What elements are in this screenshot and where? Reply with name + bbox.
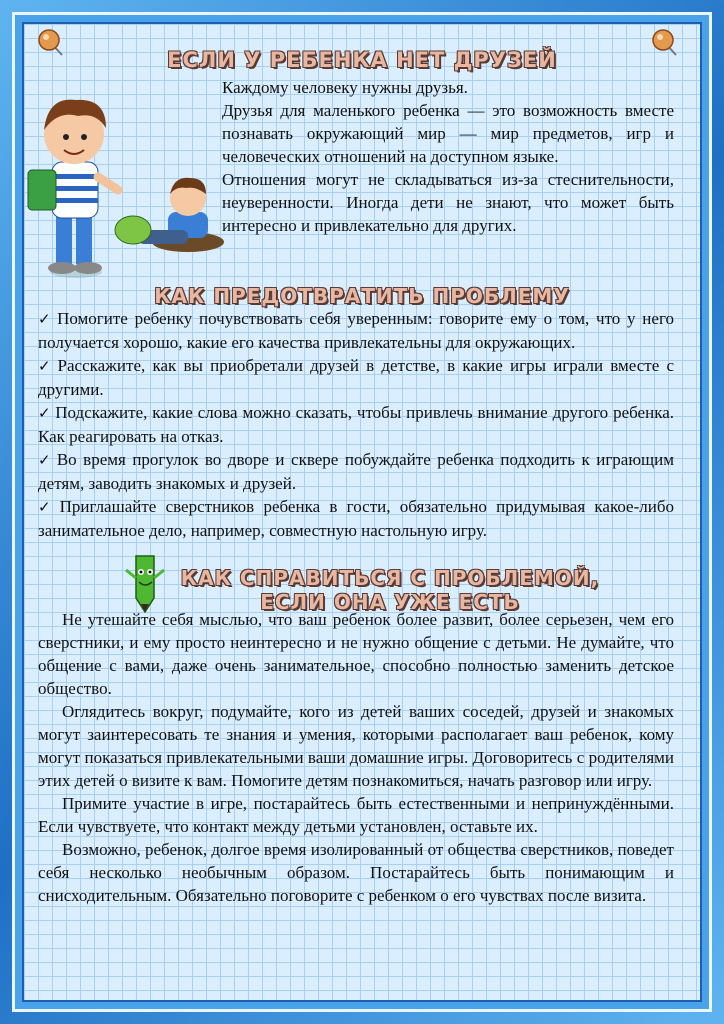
checkmark-icon: ✓ (38, 357, 54, 375)
list-item: ✓ Подскажите, какие слова можно сказать, чтобы привлечь внимание другого ребенка. Как реагировать на отказ. (38, 403, 674, 446)
advice-block (38, 608, 674, 907)
list-item: ✓ Во время прогулок во дворе и сквере побуждайте ребенка подходить к играющим детям, заводить знакомых и друзей. (38, 450, 674, 493)
heading-solve-problem-line1: КАК СПРАВИТЬСЯ С ПРОБЛЕМОЙ, (180, 566, 600, 590)
heading-no-friends: ЕСЛИ У РЕБЕНКА НЕТ ДРУЗЕЙ (167, 48, 557, 72)
advice-paragraph: Не утешайте себя мыслью, что ваш ребенок более развит, более серьезен, чем его сверстники, и ему просто неинтересно и не нужно общение с детьми. Не думайте, что общение с вами, даже очень занимательное, способно полностью заменить детское общество. (38, 610, 674, 698)
heading-prevent-problem: КАК ПРЕДОТВРАТИТЬ ПРОБЛЕМУ (154, 284, 570, 308)
children-illustration (18, 82, 228, 282)
checkmark-icon: ✓ (38, 310, 54, 328)
advice-paragraph: Примите участие в игре, постарайтесь быть естественными и непринуждёнными. Если чувствуете, что контакт между детьми установлен, оставьте их. (38, 794, 674, 836)
list-item: ✓ Помогите ребенку почувствовать себя уверенным: говорите ему о том, что у него получается хорошо, какие его качества привлекательны для окружающих. (38, 309, 674, 352)
checkmark-icon: ✓ (38, 451, 53, 469)
list-item: ✓ Расскажите, как вы приобретали друзей в детстве, в какие игры играли вместе с другими. (38, 356, 674, 399)
checkmark-icon: ✓ (38, 404, 52, 422)
list-item: ✓ Приглашайте сверстников ребенка в гости, обязательно придумывая какое-либо занимательное дело, например, совместную настольную игру. (38, 497, 674, 540)
intro-paragraph: Друзья для маленького ребенка — это возможность вместе познавать окружающий мир — мир предметов, игр и человеческих отношений на доступном языке. (222, 101, 674, 166)
intro-block (222, 76, 674, 237)
intro-paragraph: Отношения могут не складываться из-за стеснительности, неуверенности. Иногда дети не знают, что может быть интересно и привлекательно для других. (222, 170, 674, 235)
tips-list (38, 307, 674, 542)
advice-paragraph: Возможно, ребенок, долгое время изолированный от общества сверстников, поведет себя несколько необычным образом. Постарайтесь быть понимающим и снисходительным. Обязательно поговорите с ребенком о его чувствах после визита. (38, 840, 674, 905)
checkmark-icon: ✓ (38, 498, 56, 516)
intro-paragraph: Каждому человеку нужны друзья. (222, 78, 468, 97)
advice-paragraph: Оглядитесь вокруг, подумайте, кого из детей ваших соседей, друзей и знакомых могут заинтересовать те знания и умения, которыми располагает ваш ребенок, кому могут показаться привлекательными ваши домашние игры. Договоритесь с родителями этих детей о визите к вам. Помогите детям познакомиться, начать разговор или игру. (38, 702, 674, 790)
heading-solve-problem-line2: ЕСЛИ ОНА УЖЕ ЕСТЬ (260, 590, 520, 614)
